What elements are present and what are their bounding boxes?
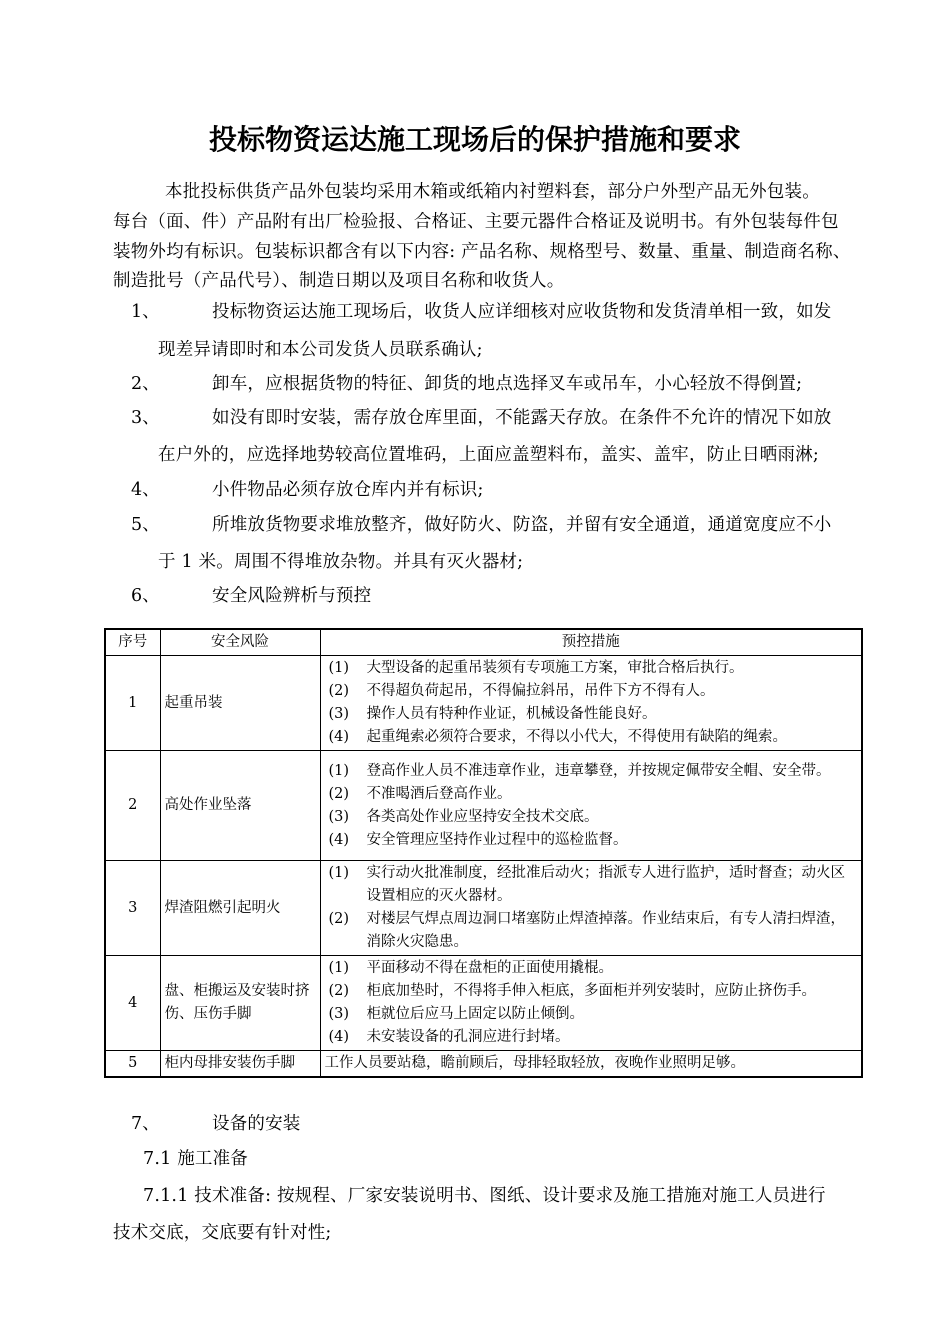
section-number: 7、: [131, 1114, 160, 1134]
table-row: [105, 1051, 862, 1078]
paragraph-line: 技术交底，交底要有针对性;: [113, 1223, 332, 1243]
row-measures: [320, 1051, 862, 1078]
row-seq: 3: [105, 861, 160, 956]
measure-item: (3) 柜就位后应马上固定以防止倾倒。: [328, 1006, 584, 1022]
paragraph-line: 7.1.1 技术准备: 按规程、厂家安装说明书、图纸、设计要求及施工措施对施工人员进行: [143, 1186, 826, 1206]
row-measures: [320, 861, 862, 956]
measure-item: (2) 柜底加垫时，不得将手伸入柜底，多面柜并列安装时，应防止挤伤手。: [328, 983, 816, 999]
row-risk: 盘、柜搬运及安装时挤伤、压伤手脚: [160, 956, 320, 1051]
subsection-title: 7.1 施工准备: [143, 1149, 248, 1169]
measure-item: (4) 起重绳索必须符合要求，不得以小代大，不得使用有缺陷的绳索。: [328, 729, 787, 745]
header-measures: 预控措施: [320, 629, 862, 656]
item-text: 卸车，应根据货物的特征、卸货的地点选择叉车或吊车，小心轻放不得倒置;: [212, 374, 803, 394]
measure-item: (2) 不得超负荷起吊，不得偏拉斜吊，吊件下方不得有人。: [328, 683, 715, 699]
item-text: 在户外的，应选择地势较高位置堆码，上面应盖塑料布，盖实、盖牢，防止日晒雨淋;: [158, 445, 819, 465]
intro-line: 制造批号（产品代号）、制造日期以及项目名称和收货人。: [113, 271, 565, 291]
item-text: 现差异请即时和本公司发货人员联系确认;: [158, 340, 483, 360]
intro-line: 装物外均有标识。包装标识都含有以下内容: 产品名称、规格型号、数量、重量、制造商名称、: [113, 242, 851, 262]
header-seq: 序号: [105, 629, 160, 656]
risk-table: [104, 628, 863, 1078]
item-number: 3、: [131, 408, 160, 428]
row-risk: 柜内母排安装伤手脚: [160, 1051, 320, 1078]
row-measures: [320, 956, 862, 1051]
item-number: 1、: [131, 302, 160, 322]
table-row: [105, 656, 862, 751]
table-row: [105, 956, 862, 1051]
row-measures: [320, 656, 862, 751]
item-text: 小件物品必须存放仓库内并有标识;: [212, 480, 484, 500]
row-measures: [320, 751, 862, 861]
intro-line: 本批投标供货产品外包装均采用木箱或纸箱内衬塑料套，部分户外型产品无外包装。: [165, 182, 820, 202]
row-risk: 起重吊装: [160, 656, 320, 751]
row-seq: 4: [105, 956, 160, 1051]
item-text: 投标物资运达施工现场后，收货人应详细核对应收货物和发货清单相一致，如发: [212, 302, 832, 322]
table-header-row: [105, 629, 862, 656]
item-text: 所堆放货物要求堆放整齐，做好防火、防盗，并留有安全通道，通道宽度应不小: [212, 515, 832, 535]
measure-item: (3) 操作人员有特种作业证，机械设备性能良好。: [328, 706, 657, 722]
measure-item: (1) 实行动火批准制度，经批准后动火；指派专人进行监护，适时督查；动火区设置相应的灭火器材。: [328, 865, 845, 904]
item-number: 6、: [131, 586, 160, 606]
item-number: 4、: [131, 480, 160, 500]
intro-line: 每台（面、件）产品附有出厂检验报、合格证、主要元器件合格证及说明书。有外包装每件包: [113, 212, 839, 232]
row-risk: 焊渣阻燃引起明火: [160, 861, 320, 956]
item-number: 5、: [131, 515, 160, 535]
item-text: 如没有即时安装，需存放仓库里面，不能露天存放。在条件不允许的情况下如放: [212, 408, 832, 428]
measure-item: (4) 未安装设备的孔洞应进行封堵。: [328, 1029, 570, 1045]
row-seq: 5: [105, 1051, 160, 1078]
page-title: 投标物资运达施工现场后的保护措施和要求: [208, 123, 741, 156]
row-risk: 高处作业坠落: [160, 751, 320, 861]
measure-item: 工作人员要站稳，瞻前顾后，母排轻取轻放，夜晚作业照明足够。: [324, 1055, 745, 1071]
item-text: 安全风险辨析与预控: [212, 586, 372, 606]
measure-item: (1) 登高作业人员不准违章作业，违章攀登，并按规定佩带安全帽、安全带。: [328, 762, 831, 779]
measure-item: (1) 大型设备的起重吊装须有专项施工方案，审批合格后执行。: [328, 660, 744, 676]
item-number: 2、: [131, 374, 160, 394]
header-risk: 安全风险: [160, 629, 320, 656]
measure-item: (2) 对楼层气焊点周边洞口堵塞防止焊渣掉落。作业结束后，有专人清扫焊渣，消除火灾隐患。: [328, 911, 845, 950]
measure-item: (2) 不准喝酒后登高作业。: [328, 785, 512, 802]
row-seq: 1: [105, 656, 160, 751]
table-row: [105, 751, 862, 861]
measure-item: (1) 平面移动不得在盘柜的正面使用撬棍。: [328, 960, 613, 976]
measure-item: (4) 安全管理应坚持作业过程中的巡检监督。: [328, 831, 628, 848]
row-seq: 2: [105, 751, 160, 861]
item-text: 于 1 米。周围不得堆放杂物。并具有灭火器材;: [158, 552, 524, 572]
table-row: [105, 861, 862, 956]
measure-item: (3) 各类高处作业应坚持安全技术交底。: [328, 808, 599, 825]
section-title: 设备的安装: [212, 1114, 301, 1134]
